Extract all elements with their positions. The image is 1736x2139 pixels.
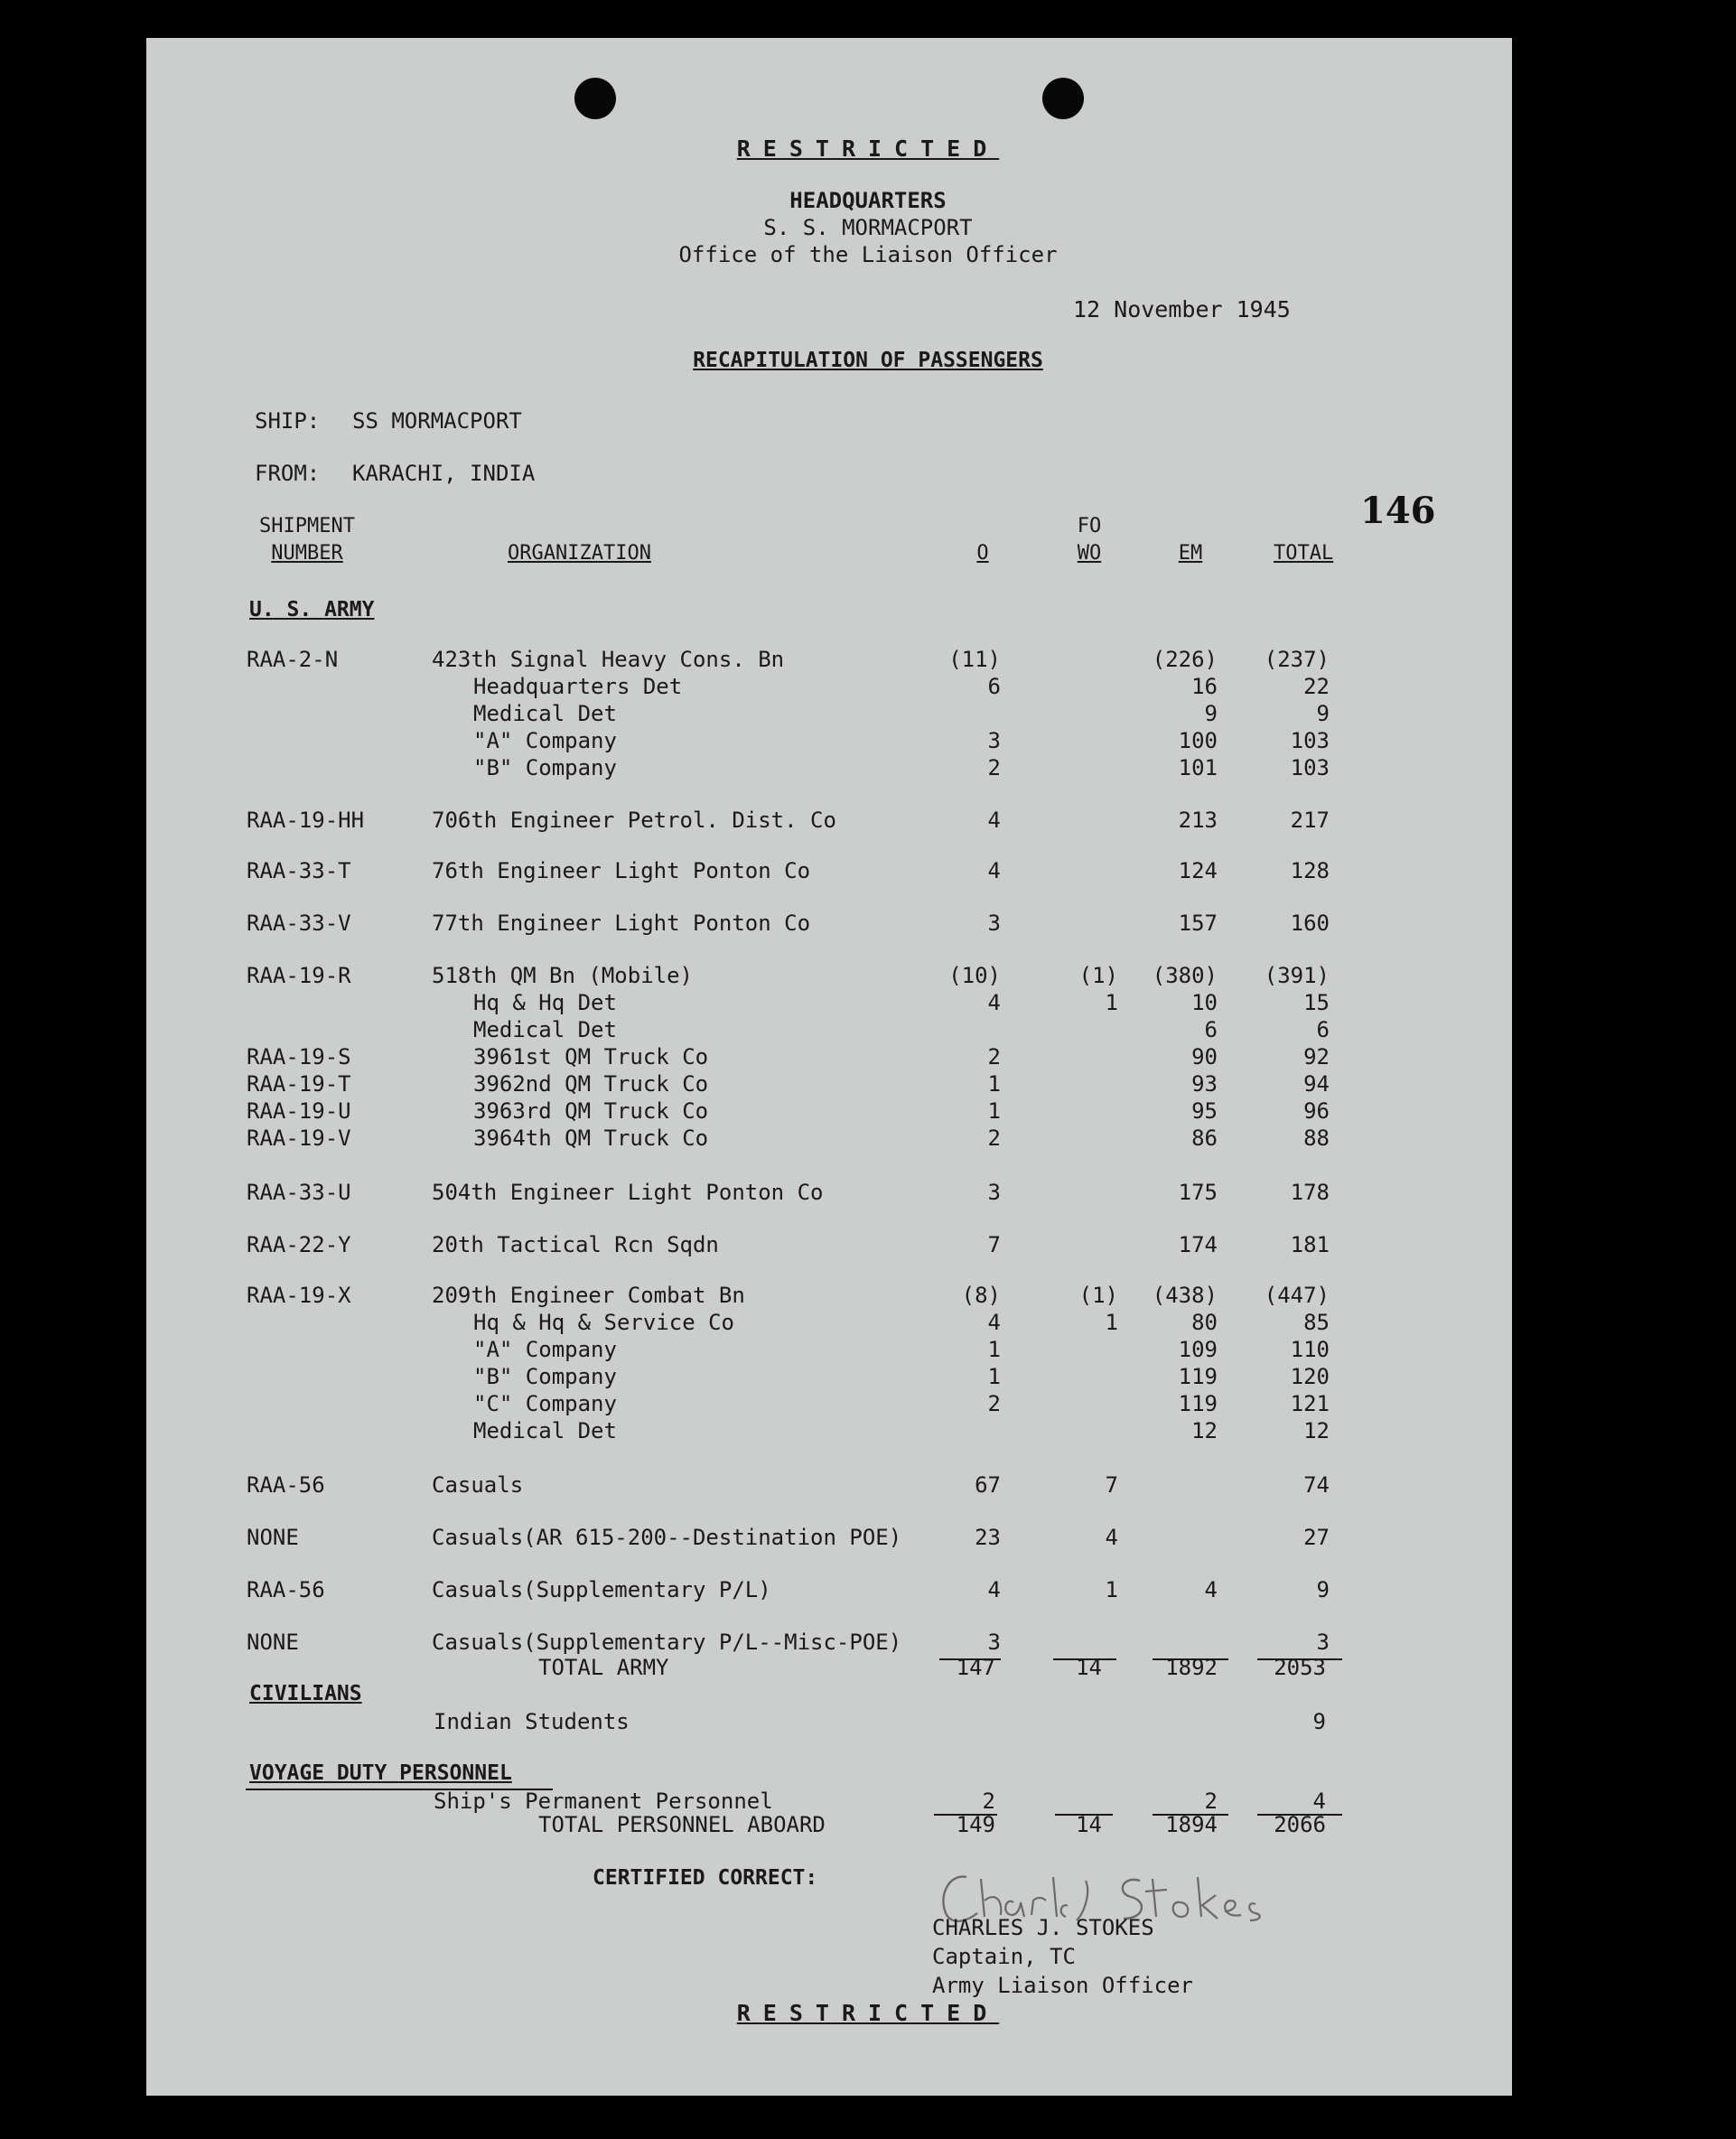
table-row — [0, 701, 1736, 728]
fo-wo-count: 4 — [1105, 1525, 1118, 1550]
em-count: 101 — [1178, 755, 1218, 780]
voyage-t: 4 — [1312, 1789, 1326, 1814]
officers-count: 3 — [987, 1180, 1001, 1205]
ship-label: SHIP: — [255, 408, 321, 434]
total-count: 88 — [1303, 1126, 1330, 1151]
table-row — [0, 1017, 1736, 1044]
total-count: 181 — [1290, 1232, 1330, 1257]
total-count: 9 — [1316, 1577, 1330, 1602]
fo-wo-count: (1) — [1078, 963, 1118, 988]
col-header-em: EM — [1178, 542, 1203, 565]
table-row — [0, 1310, 1736, 1337]
voyage-e: 2 — [1204, 1789, 1218, 1814]
shipment-number: RAA-19-V — [247, 1126, 351, 1151]
punch-hole-right — [1042, 78, 1084, 119]
em-count: 109 — [1178, 1337, 1218, 1362]
organization-name: Casuals — [432, 1472, 524, 1498]
from-value: KARACHI, INDIA — [352, 461, 536, 486]
total-count: 3 — [1316, 1630, 1330, 1655]
section-voyage-duty: VOYAGE DUTY PERSONNEL — [249, 1761, 512, 1785]
officers-count: (10) — [948, 963, 1001, 988]
certified-correct-label: CERTIFIED CORRECT: — [593, 1866, 818, 1890]
voyage-org: Ship's Permanent Personnel — [434, 1789, 773, 1814]
organization-name: 77th Engineer Light Ponton Co — [432, 911, 811, 936]
em-count: (438) — [1152, 1283, 1218, 1308]
table-row — [0, 755, 1736, 782]
total-count: 120 — [1290, 1364, 1330, 1389]
ship-name-line: S. S. MORMACPORT — [763, 215, 973, 240]
total-count: 94 — [1303, 1071, 1330, 1097]
em-count: 10 — [1191, 990, 1218, 1015]
col-header-fo-wo: FO WO — [1077, 515, 1102, 565]
col-header-shipment: SHIPMENT NUMBER — [259, 515, 355, 565]
em-count: 119 — [1178, 1391, 1218, 1416]
punch-hole-left — [574, 78, 616, 119]
total-count: 74 — [1303, 1472, 1330, 1498]
em-count: 174 — [1178, 1232, 1218, 1257]
organization-name: 3962nd QM Truck Co — [473, 1071, 709, 1097]
total-count: 128 — [1290, 858, 1330, 883]
table-row — [0, 647, 1736, 674]
em-count: 80 — [1191, 1310, 1218, 1335]
total-army-f: 14 — [1076, 1655, 1102, 1680]
table-row — [0, 1283, 1736, 1310]
em-count: (226) — [1152, 647, 1218, 672]
em-count: 9 — [1204, 701, 1218, 726]
table-row — [0, 1126, 1736, 1153]
em-count: 6 — [1204, 1017, 1218, 1042]
total-count: 22 — [1303, 674, 1330, 699]
officers-count: 4 — [987, 858, 1001, 883]
em-count: 175 — [1178, 1180, 1218, 1205]
civilians-row — [0, 1709, 1736, 1736]
total-count: (447) — [1264, 1283, 1330, 1308]
organization-name: Medical Det — [473, 1017, 617, 1042]
total-aboard-e: 1894 — [1165, 1812, 1218, 1837]
em-count: 93 — [1191, 1071, 1218, 1097]
organization-name: 209th Engineer Combat Bn — [432, 1283, 745, 1308]
shipment-number: NONE — [247, 1630, 299, 1655]
table-row — [0, 1525, 1736, 1552]
fo-wo-count: 1 — [1105, 1310, 1118, 1335]
table-row — [0, 1630, 1736, 1657]
organization-name: 504th Engineer Light Ponton Co — [432, 1180, 824, 1205]
em-count: 86 — [1191, 1126, 1218, 1151]
organization-name: 3961st QM Truck Co — [473, 1044, 709, 1070]
em-count: 12 — [1191, 1418, 1218, 1443]
shipment-number: RAA-19-X — [247, 1283, 351, 1308]
shipment-number: RAA-33-V — [247, 911, 351, 936]
officers-count: 2 — [987, 755, 1001, 780]
fo-wo-count: 1 — [1105, 990, 1118, 1015]
shipment-number: RAA-56 — [247, 1472, 325, 1498]
officers-count: 3 — [987, 911, 1001, 936]
organization-name: "B" Company — [473, 1364, 617, 1389]
document-date: 12 November 1945 — [1073, 296, 1291, 322]
total-count: 110 — [1290, 1337, 1330, 1362]
fo-wo-count: (1) — [1078, 1283, 1118, 1308]
total-count: (237) — [1264, 647, 1330, 672]
em-count: 90 — [1191, 1044, 1218, 1070]
total-aboard-t: 2066 — [1274, 1812, 1326, 1837]
organization-name: 3963rd QM Truck Co — [473, 1098, 709, 1124]
shipment-number: RAA-19-R — [247, 963, 351, 988]
civilians-org: Indian Students — [434, 1709, 630, 1734]
officers-count: 1 — [987, 1337, 1001, 1362]
table-row — [0, 1418, 1736, 1445]
col-header-o: O — [976, 542, 989, 565]
table-row — [0, 1337, 1736, 1364]
organization-name: Casuals(AR 615-200--Destination POE) — [432, 1525, 902, 1550]
shipment-number: RAA-22-Y — [247, 1232, 351, 1257]
table-row — [0, 1364, 1736, 1391]
organization-name: "C" Company — [473, 1391, 617, 1416]
signer-title: Army Liaison Officer — [932, 1973, 1193, 1998]
total-army-o: 147 — [956, 1655, 995, 1680]
total-count: 85 — [1303, 1310, 1330, 1335]
em-count: 157 — [1178, 911, 1218, 936]
total-count: 6 — [1316, 1017, 1330, 1042]
officers-count: 4 — [987, 808, 1001, 833]
organization-name: 518th QM Bn (Mobile) — [432, 963, 693, 988]
officers-count: 2 — [987, 1126, 1001, 1151]
em-count: 124 — [1178, 858, 1218, 883]
total-aboard-row — [0, 1812, 1736, 1839]
organization-name: Medical Det — [473, 1418, 617, 1443]
organization-name: Casuals(Supplementary P/L--Misc-POE) — [432, 1630, 902, 1655]
officers-count: 2 — [987, 1044, 1001, 1070]
officers-count: 1 — [987, 1098, 1001, 1124]
total-army-t: 2053 — [1274, 1655, 1326, 1680]
ship-value: SS MORMACPORT — [352, 408, 522, 434]
officers-count: 3 — [987, 728, 1001, 753]
total-count: 103 — [1290, 755, 1330, 780]
shipment-number: RAA-19-U — [247, 1098, 351, 1124]
total-army-e: 1892 — [1165, 1655, 1218, 1680]
total-count: 96 — [1303, 1098, 1330, 1124]
table-row — [0, 808, 1736, 835]
organization-name: "A" Company — [473, 728, 617, 753]
table-row — [0, 858, 1736, 885]
total-count: (391) — [1264, 963, 1330, 988]
organization-name: "A" Company — [473, 1337, 617, 1362]
table-row — [0, 963, 1736, 990]
organization-name: "B" Company — [473, 755, 617, 780]
table-row — [0, 1098, 1736, 1126]
total-count: 92 — [1303, 1044, 1330, 1070]
organization-name: Casuals(Supplementary P/L) — [432, 1577, 771, 1602]
organization-name: Hq & Hq Det — [473, 990, 617, 1015]
signer-rank: Captain, TC — [932, 1944, 1076, 1969]
organization-name: 76th Engineer Light Ponton Co — [432, 858, 811, 883]
col-header-organization: ORGANIZATION — [508, 542, 651, 565]
organization-name: Headquarters Det — [473, 674, 683, 699]
restricted-header: RESTRICTED — [736, 135, 1000, 162]
officers-count: 2 — [987, 1391, 1001, 1416]
table-row — [0, 1071, 1736, 1098]
organization-name: Medical Det — [473, 701, 617, 726]
document-title: RECAPITULATION OF PASSENGERS — [693, 349, 1043, 372]
officers-count: (11) — [948, 647, 1001, 672]
total-count: 12 — [1303, 1418, 1330, 1443]
officers-count: 4 — [987, 990, 1001, 1015]
table-row — [0, 990, 1736, 1017]
officers-count: 3 — [987, 1630, 1001, 1655]
total-count: 15 — [1303, 990, 1330, 1015]
officers-count: 4 — [987, 1577, 1001, 1602]
from-label: FROM: — [255, 461, 321, 486]
table-row — [0, 1232, 1736, 1259]
page-number: 146 — [1360, 490, 1436, 532]
table-row — [0, 1391, 1736, 1418]
shipment-number: RAA-33-U — [247, 1180, 351, 1205]
total-count: 103 — [1290, 728, 1330, 753]
section-us-army: U. S. ARMY — [249, 598, 375, 621]
shipment-number: NONE — [247, 1525, 299, 1550]
officers-count: 67 — [975, 1472, 1001, 1498]
civilians-total: 9 — [1312, 1709, 1326, 1734]
shipment-number: RAA-2-N — [247, 647, 339, 672]
total-aboard-f: 14 — [1076, 1812, 1102, 1837]
em-count: 100 — [1178, 728, 1218, 753]
shipment-number: RAA-19-HH — [247, 808, 365, 833]
signer-name: CHARLES J. STOKES — [932, 1915, 1154, 1940]
table-row — [0, 674, 1736, 701]
officers-count: 4 — [987, 1310, 1001, 1335]
col-header-total: TOTAL — [1274, 542, 1334, 565]
shipment-number: RAA-19-S — [247, 1044, 351, 1070]
fo-wo-count: 1 — [1105, 1577, 1118, 1602]
em-count: 4 — [1204, 1577, 1218, 1602]
officers-count: (8) — [961, 1283, 1001, 1308]
total-count: 217 — [1290, 808, 1330, 833]
officers-count: 6 — [987, 674, 1001, 699]
hq-line: HEADQUARTERS — [789, 188, 947, 213]
fo-wo-count: 7 — [1105, 1472, 1118, 1498]
total-aboard-o: 149 — [956, 1812, 995, 1837]
total-army-row — [0, 1655, 1736, 1682]
em-count: 95 — [1191, 1098, 1218, 1124]
organization-name: 20th Tactical Rcn Sqdn — [432, 1232, 719, 1257]
total-count: 9 — [1316, 701, 1330, 726]
em-count: 213 — [1178, 808, 1218, 833]
officers-count: 23 — [975, 1525, 1001, 1550]
shipment-number: RAA-33-T — [247, 858, 351, 883]
shipment-number: RAA-19-T — [247, 1071, 351, 1097]
organization-name: 706th Engineer Petrol. Dist. Co — [432, 808, 836, 833]
total-army-label: TOTAL ARMY — [538, 1655, 669, 1680]
officers-count: 1 — [987, 1364, 1001, 1389]
officers-count: 7 — [987, 1232, 1001, 1257]
total-count: 160 — [1290, 911, 1330, 936]
officers-count: 1 — [987, 1071, 1001, 1097]
shipment-number: RAA-56 — [247, 1577, 325, 1602]
voyage-o: 2 — [982, 1789, 995, 1814]
office-line: Office of the Liaison Officer — [678, 242, 1058, 267]
organization-name: 3964th QM Truck Co — [473, 1126, 709, 1151]
table-row — [0, 1472, 1736, 1499]
table-row — [0, 911, 1736, 938]
total-count: 121 — [1290, 1391, 1330, 1416]
table-row — [0, 1577, 1736, 1604]
restricted-footer: RESTRICTED — [736, 2000, 1000, 2026]
total-count: 27 — [1303, 1525, 1330, 1550]
em-count: (380) — [1152, 963, 1218, 988]
table-row — [0, 1180, 1736, 1207]
total-count: 178 — [1290, 1180, 1330, 1205]
organization-name: 423th Signal Heavy Cons. Bn — [432, 647, 785, 672]
organization-name: Hq & Hq & Service Co — [473, 1310, 734, 1335]
em-count: 16 — [1191, 674, 1218, 699]
total-aboard-label: TOTAL PERSONNEL ABOARD — [538, 1812, 826, 1837]
table-row — [0, 1044, 1736, 1071]
table-row — [0, 728, 1736, 755]
section-civilians: CIVILIANS — [249, 1682, 362, 1705]
em-count: 119 — [1178, 1364, 1218, 1389]
